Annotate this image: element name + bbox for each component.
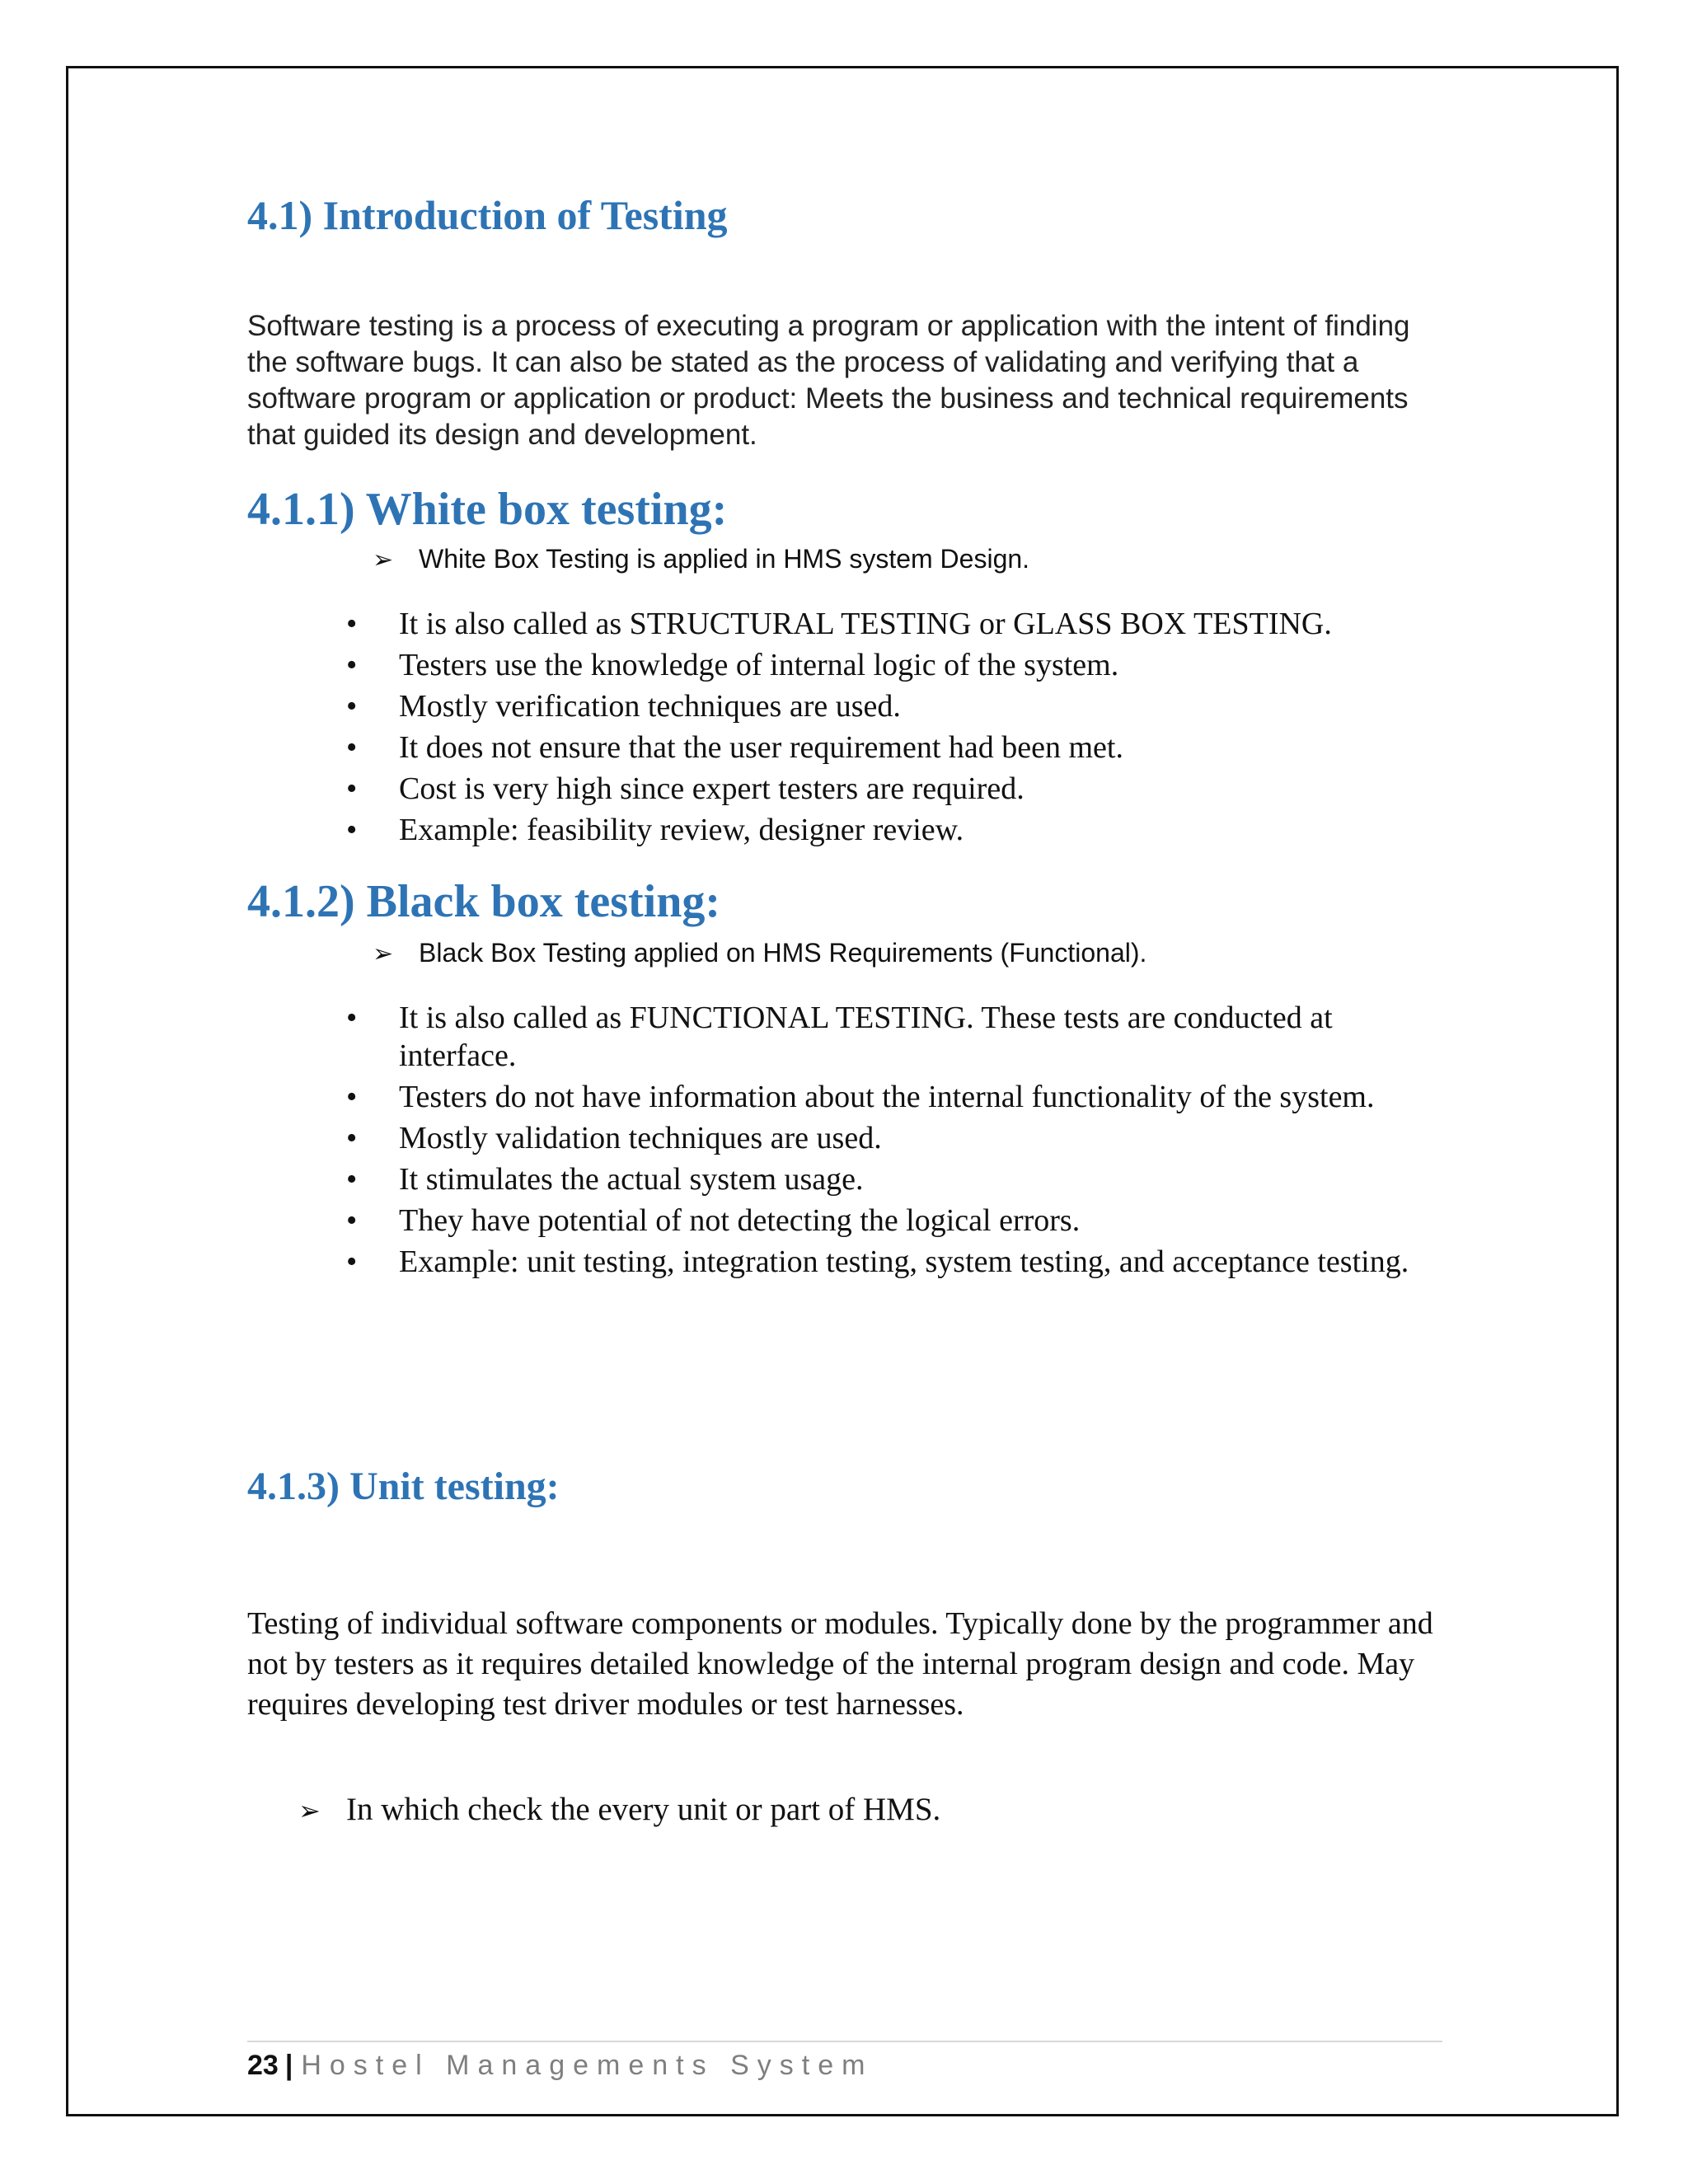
heading-white-box-testing: 4.1.1) White box testing: xyxy=(247,484,728,535)
list-item: • Cost is very high since expert testers are required. xyxy=(346,771,1025,806)
list-item: • It does not ensure that the user requirement had been met. xyxy=(346,730,1123,765)
list-item: • They have potential of not detecting the logical errors. xyxy=(346,1203,1081,1238)
arrow-bullet-icon: ➢ xyxy=(373,940,394,968)
bullet-icon: • xyxy=(346,771,358,806)
white-box-note-text: White Box Testing is applied in HMS system Design. xyxy=(419,544,1030,574)
footer-separator: | xyxy=(284,2050,293,2081)
unit-testing-note-text: In which check the every unit or part of HMS. xyxy=(346,1792,941,1827)
bullet-icon: • xyxy=(346,1001,358,1035)
heading-introduction-of-testing: 4.1) Introduction of Testing xyxy=(247,192,728,238)
white-box-note xyxy=(373,542,1029,577)
list-item: • Mostly validation techniques are used. xyxy=(346,1121,882,1155)
bullet-icon: • xyxy=(346,1121,358,1155)
intro-paragraph: Software testing is a process of executing a program or application with the intent of finding the software bugs. It can also be stated as the process of validating and verifying that a software program or application or product: Meets the business and technical requirements that guided its design and development. xyxy=(247,310,1410,451)
list-item: • Testers use the knowledge of internal logic of the system. xyxy=(346,648,1119,682)
bullet-icon: • xyxy=(346,1244,358,1279)
list-item: • Mostly verification techniques are used. xyxy=(346,689,901,724)
unit-testing-note xyxy=(298,1790,940,1830)
arrow-bullet-icon: ➢ xyxy=(298,1796,321,1825)
bullet-icon: • xyxy=(346,730,358,765)
black-box-note-text: Black Box Testing applied on HMS Requirements (Functional). xyxy=(419,938,1147,968)
page-number: 23 xyxy=(247,2050,279,2081)
list-item: • Example: unit testing, integration testing, system testing, and acceptance testing. xyxy=(346,1244,1409,1279)
list-item: • It is also called as STRUCTURAL TESTING or GLASS BOX TESTING. xyxy=(346,607,1332,641)
footer-document-title: Hostel Managements System xyxy=(301,2050,874,2081)
list-item: • It is also called as FUNCTIONAL TESTING. These tests are conducted at interface. xyxy=(346,1001,1333,1073)
bullet-icon: • xyxy=(346,1203,358,1238)
list-item: • It stimulates the actual system usage. xyxy=(346,1162,864,1197)
footer-divider xyxy=(247,2041,1442,2042)
black-box-note xyxy=(373,936,1146,971)
bullet-icon: • xyxy=(346,689,358,724)
black-box-list xyxy=(247,999,1451,1284)
bullet-icon: • xyxy=(346,648,358,682)
bullet-icon: • xyxy=(346,1162,358,1197)
list-item: • Testers do not have information about the internal functionality of the system. xyxy=(346,1080,1375,1114)
bullet-icon: • xyxy=(346,1080,358,1114)
white-box-list xyxy=(247,605,1451,852)
page-footer xyxy=(247,2047,873,2083)
list-item: • Example: feasibility review, designer review. xyxy=(346,813,964,847)
heading-unit-testing: 4.1.3) Unit testing: xyxy=(247,1465,560,1508)
bullet-icon: • xyxy=(346,607,358,641)
heading-black-box-testing: 4.1.2) Black box testing: xyxy=(247,876,720,927)
bullet-icon: • xyxy=(346,813,358,847)
arrow-bullet-icon: ➢ xyxy=(373,546,394,574)
unit-testing-paragraph: Testing of individual software components or modules. Typically done by the programmer and not by testers as it requires detailed knowledge of the internal program design and code. May requires developing test driver modules or test harnesses. xyxy=(247,1606,1433,1722)
